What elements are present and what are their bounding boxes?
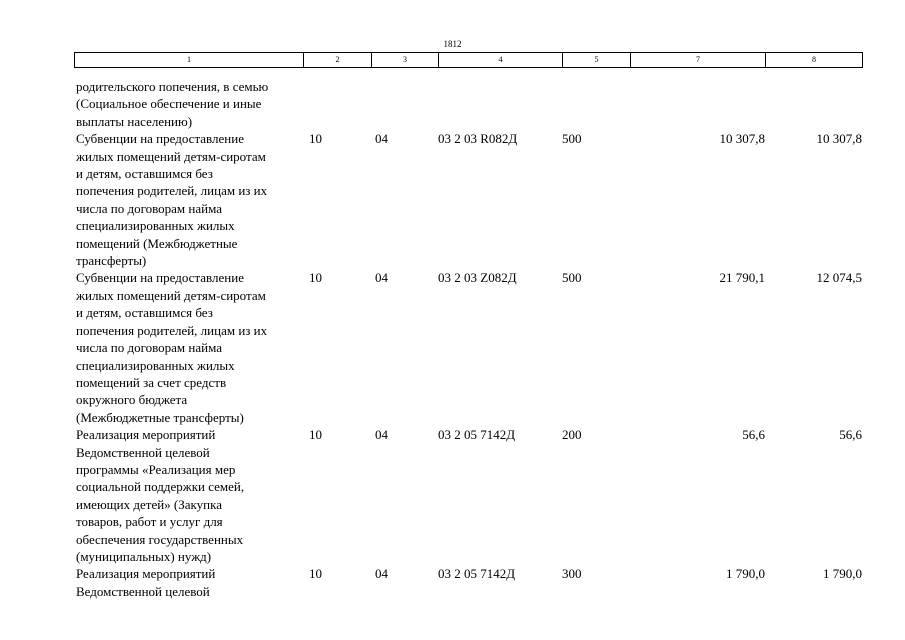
table-row [74, 269, 862, 426]
row-section: 10 [309, 131, 322, 147]
row-name: Реализация мероприятий Ведомственной целевой программы «Реализация мер социальной поддержки семей, имеющих детей» (Закупка товаров, работ и услуг для обеспечения государственных (муниципальных) нужд) [76, 427, 245, 564]
row-amount-col8: 56,6 [839, 427, 862, 443]
header-col-7: 7 [631, 53, 766, 68]
row-amount-col7: 10 307,8 [719, 131, 765, 147]
header-col-3: 3 [372, 53, 439, 68]
row-target-article: 03 2 03 Z082Д [438, 270, 517, 286]
budget-table [74, 78, 862, 600]
row-name: Субвенции на предоставление жилых помещений детям-сиротам и детям, оставшимся без попечения родителей, лицам из их числа по договорам найма специализированных жилых помещений (Межбюджетные трансферты) [76, 131, 268, 269]
row-expense-type: 500 [562, 270, 582, 286]
header-col-2: 2 [304, 53, 372, 68]
row-expense-type: 200 [562, 427, 582, 443]
row-section: 10 [309, 566, 322, 582]
row-name: Субвенции на предоставление жилых помещений детям-сиротам и детям, оставшимся без попечения родителей, лицам из их числа по договорам найма специализированных жилых помещений за счет средств окружного бюджета (Межбюджетные трансферты) [76, 270, 268, 425]
row-section: 10 [309, 270, 322, 286]
row-expense-type: 300 [562, 566, 582, 582]
row-target-article: 03 2 05 7142Д [438, 427, 516, 443]
row-expense-type [562, 78, 630, 130]
row-section [303, 78, 371, 130]
row-target-article: 03 2 03 R082Д [438, 131, 518, 147]
table-row [74, 426, 862, 565]
row-subsection: 04 [375, 131, 388, 147]
row-name: родительского попечения, в семью (Социальное обеспечение и иные выплаты населению) [76, 79, 269, 129]
row-amount-col8: 1 790,0 [823, 566, 862, 582]
header-col-8: 8 [766, 53, 863, 68]
row-amount-col7: 1 790,0 [726, 566, 765, 582]
table-row [74, 565, 862, 600]
row-expense-type: 500 [562, 131, 582, 147]
row-amount-col8: 10 307,8 [816, 131, 862, 147]
header-col-5: 5 [563, 53, 631, 68]
table-row [74, 78, 862, 130]
row-subsection: 04 [375, 427, 388, 443]
header-col-1: 1 [75, 53, 304, 68]
row-subsection: 04 [375, 566, 388, 582]
row-target-article [438, 78, 562, 130]
row-amount-col7 [630, 78, 765, 130]
page-number: 1812 [443, 39, 462, 49]
row-target-article: 03 2 05 7142Д [438, 566, 516, 582]
row-name: Реализация мероприятий Ведомственной целевой [76, 566, 216, 599]
row-amount-col8 [765, 78, 862, 130]
table-row [74, 130, 862, 269]
header-col-4: 4 [439, 53, 563, 68]
row-amount-col8: 12 074,5 [816, 270, 862, 286]
column-number-header [74, 52, 863, 68]
row-subsection [371, 78, 438, 130]
row-section: 10 [309, 427, 322, 443]
row-amount-col7: 56,6 [742, 427, 765, 443]
row-subsection: 04 [375, 270, 388, 286]
row-amount-col7: 21 790,1 [719, 270, 765, 286]
